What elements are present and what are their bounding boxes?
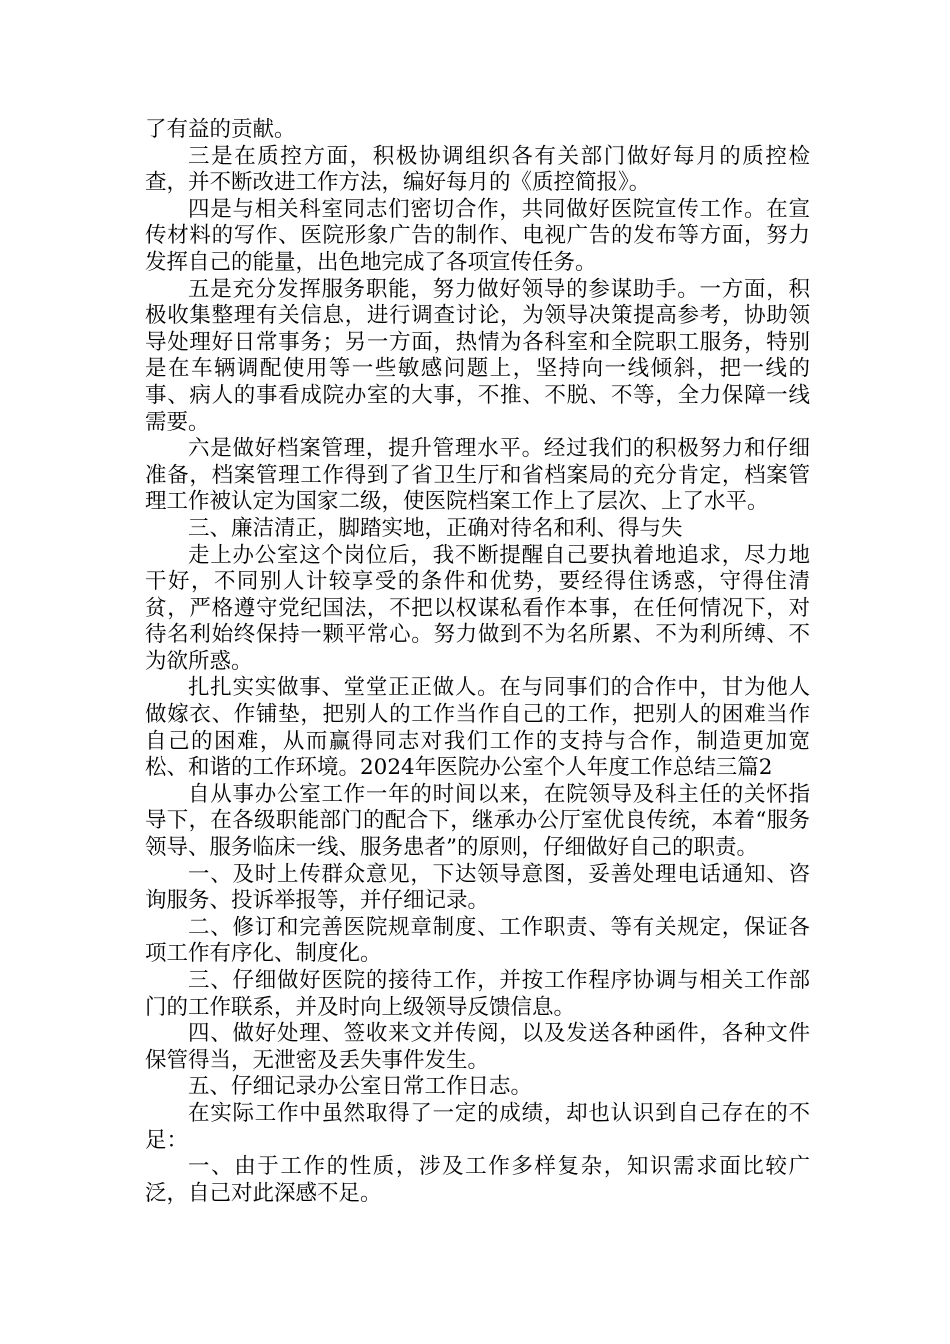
list-item-5: 五、仔细记录办公室日常工作日志。 <box>188 1074 533 1100</box>
document-body <box>145 117 810 1207</box>
paragraph-intro-part2: 自从事办公室工作一年的时间以来，在院领导及科主任的关怀指导下，在各级职能部门的配合下，继承办公厅室优良传统，本着“服务领导、服务临床一线、服务患者”的原则，仔细做好自己的职责。 <box>145 781 810 861</box>
paragraph-shortcomings: 在实际工作中虽然取得了一定的成绩，却也认识到自己存在的不足： <box>145 1100 810 1153</box>
section-heading-integrity: 三、廉洁清正，脚踏实地，正确对待名和利、得与失 <box>188 515 683 541</box>
shortcoming-item-1: 一、由于工作的性质，涉及工作多样复杂，知识需求面比较广泛，自己对此深感不足。 <box>145 1154 810 1206</box>
paragraph-service-function: 五是充分发挥服务职能，努力做好领导的参谋助手。一方面，积极收集整理有关信息，进行调查讨论，为领导决策提高参考，协助领导处理好日常事务；另一方面，热情为各科室和全院职工服务，特别是在车辆调配使用等一些敏感问题上，坚持向一线倾斜，把一线的事、病人的事看成院办室的大事，不推、不脱、不等，全力保障一线需要。 <box>145 276 810 435</box>
list-item-3: 三、仔细做好医院的接待工作，并按工作程序协调与相关工作部门的工作联系，并及时向上级领导反馈信息。 <box>145 968 810 1020</box>
paragraph-publicity: 四是与相关科室同志们密切合作，共同做好医院宣传工作。在宣传材料的写作、医院形象广告的制作、电视广告的发布等方面，努力发挥自己的能量，出色地完成了各项宣传任务。 <box>145 196 810 275</box>
paragraph-integrity: 走上办公室这个岗位后，我不断提醒自己要执着地追求，尽力地干好，不同别人计较享受的条件和优势，要经得住诱惑，守得住清贫，严格遵守党纪国法，不把以权谋私看作本事，在任何情况下，对待名利始终保持一颗平常心。努力做到不为名所累、不为利所缚、不为欲所惑。 <box>145 542 810 674</box>
paragraph-archive-management: 六是做好档案管理，提升管理水平。经过我们的积极努力和仔细准备，档案管理工作得到了省卫生厅和省档案局的充分肯定，档案管理工作被认定为国家二级，使医院档案工作上了层次、上了水平。 <box>145 436 810 515</box>
paragraph-cooperation: 扎扎实实做事、堂堂正正做人。在与同事们的合作中，甘为他人做嫁衣、作铺垫，把别人的工作当作自己的工作，把别人的困难当作自己的困难，从而赢得同志对我们工作的支持与合作，制造更加宽松、和谐的工作环境。2024年医院办公室个人年度工作总结三篇2 <box>145 675 810 781</box>
list-item-4: 四、做好处理、签收来文并传阅，以及发送各种函件，各种文件保管得当，无泄密及丢失事件发生。 <box>145 1021 810 1073</box>
paragraph-quality-control: 三是在质控方面，积极协调组织各有关部门做好每月的质控检查，并不断改进工作方法，编好每月的《质控简报》。 <box>145 143 810 196</box>
list-item-2: 二、修订和完善医院规章制度、工作职责、等有关规定，保证各项工作有序化、制度化。 <box>145 914 810 967</box>
list-item-1: 一、及时上传群众意见，下达领导意图，妥善处理电话通知、咨询服务、投诉举报等，并仔细记录。 <box>145 861 810 914</box>
paragraph-contribution-end: 了有益的贡献。 <box>145 117 296 142</box>
